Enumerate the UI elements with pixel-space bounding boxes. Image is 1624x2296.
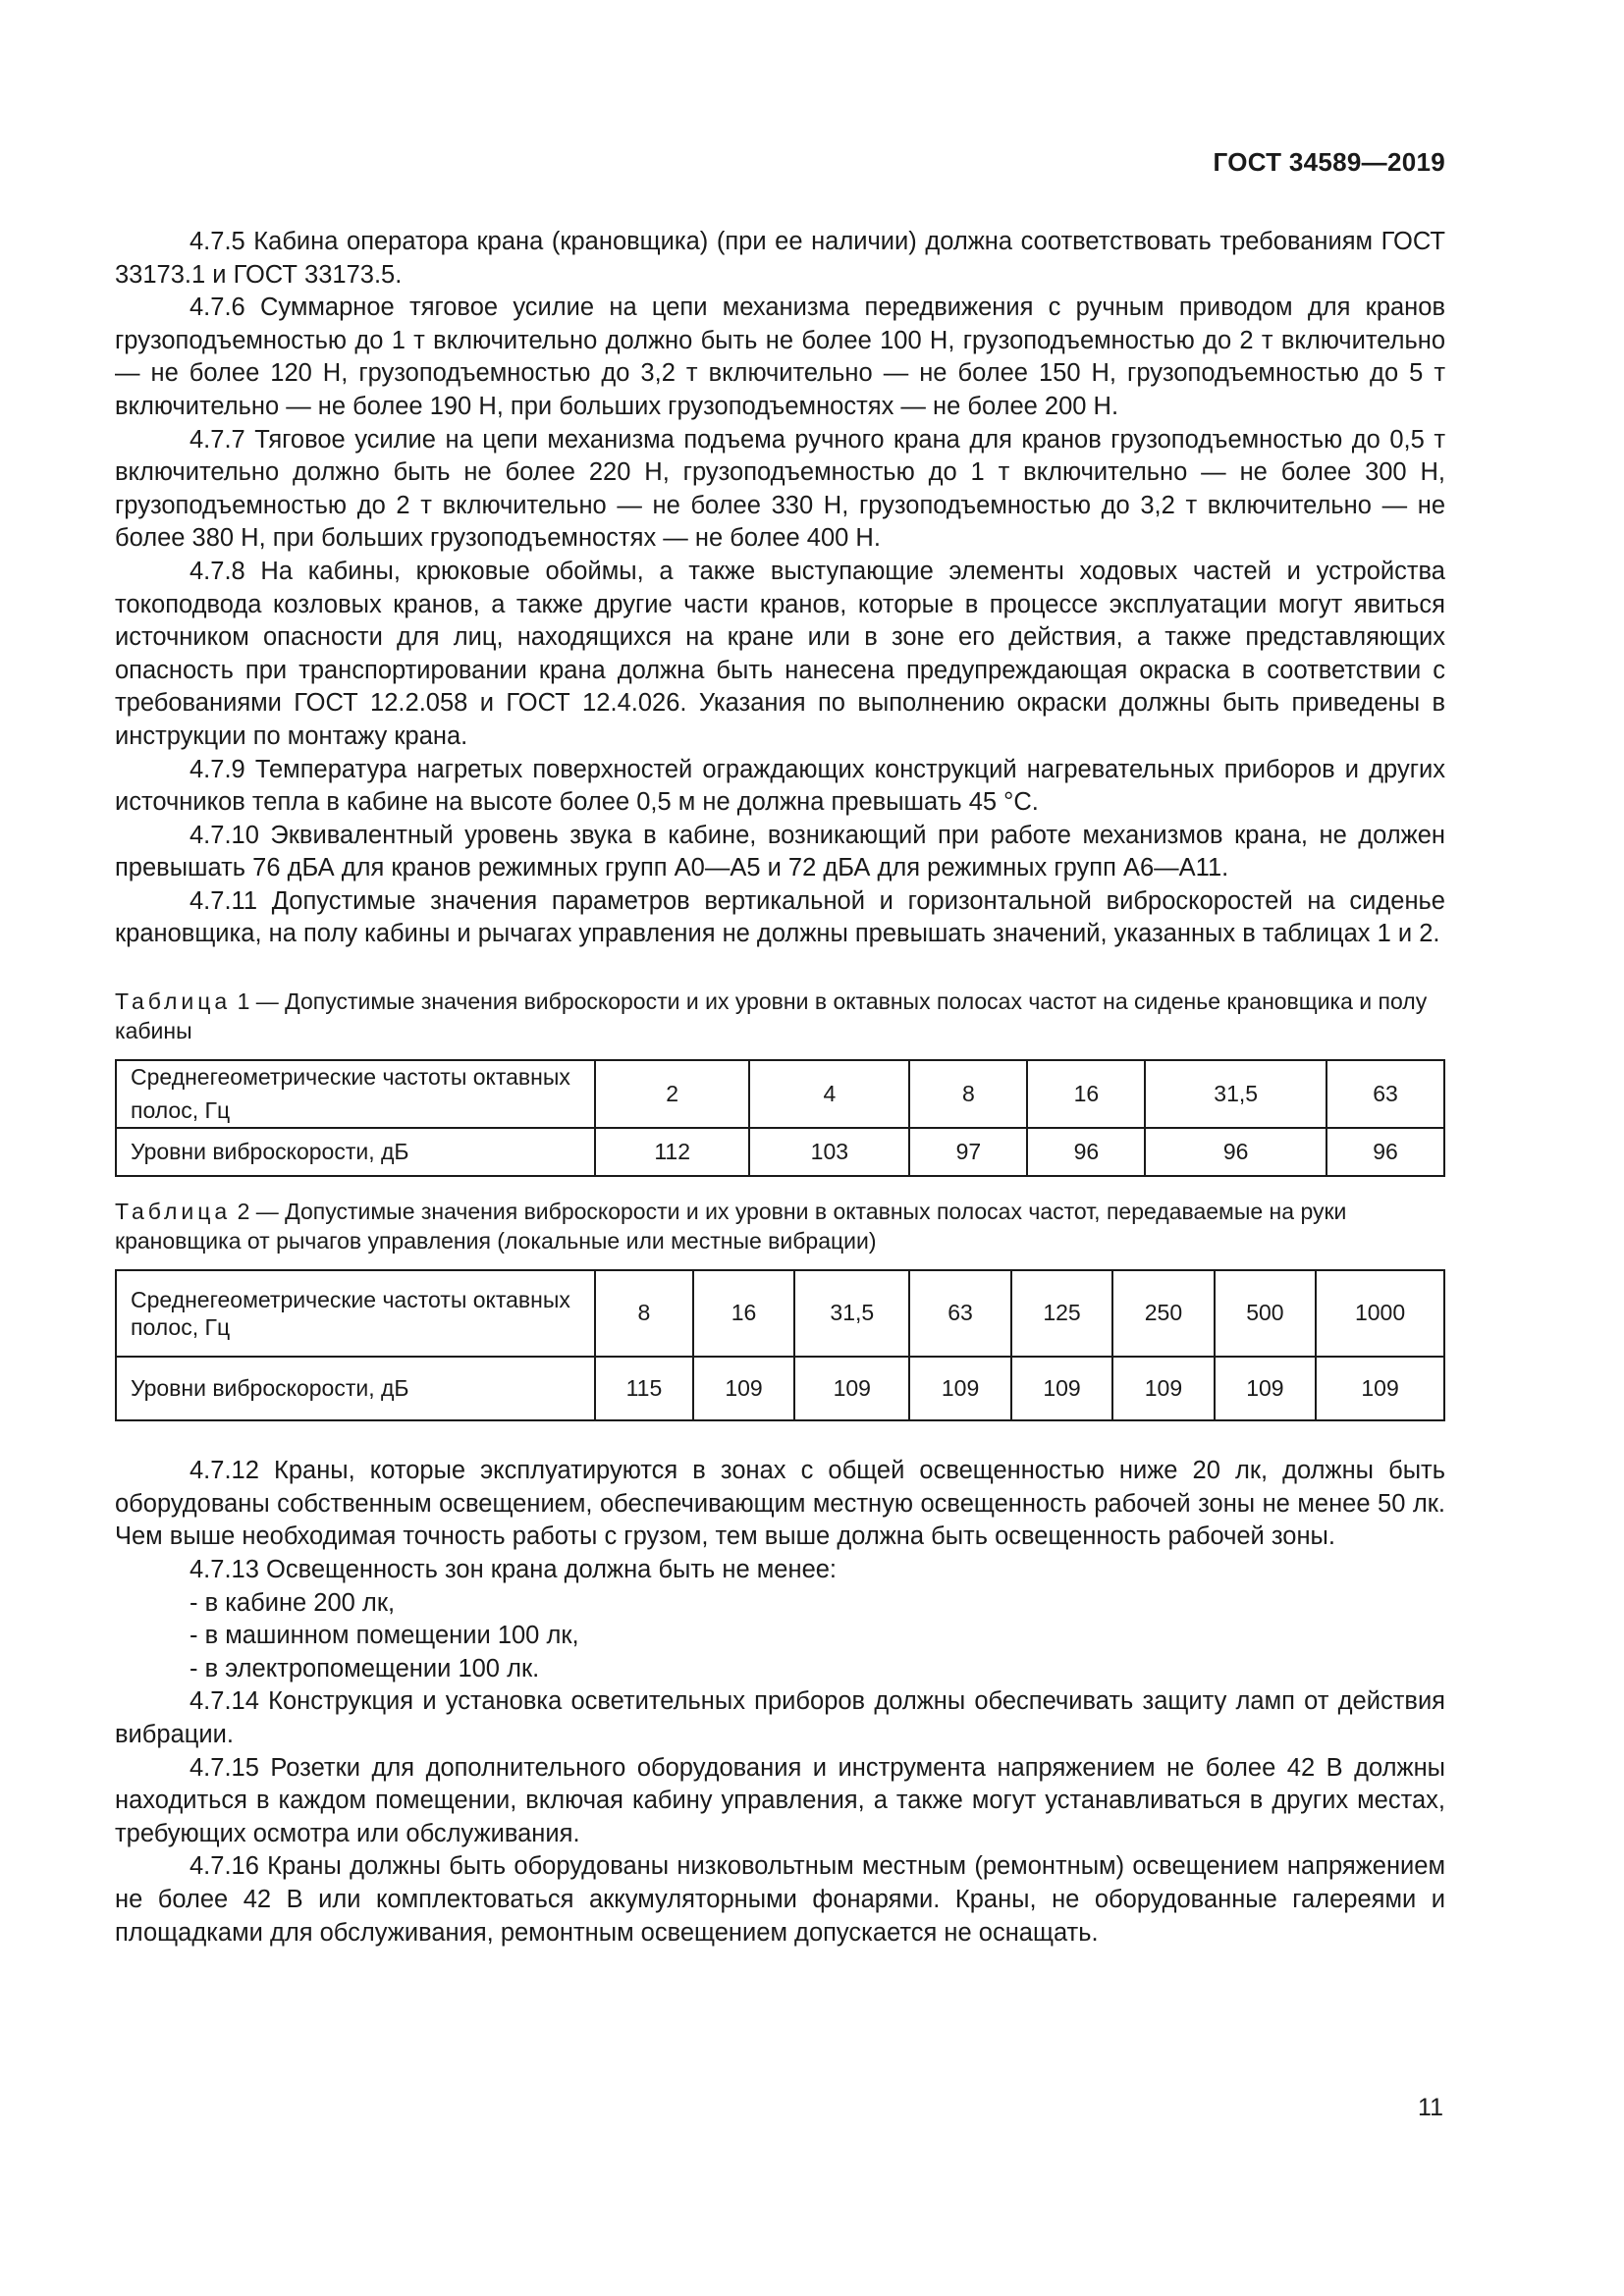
body-text: [115, 226, 1445, 1949]
paragraph-4-7-10: 4.7.10 Эквивалентный уровень звука в кабине, возникающий при работе механизмов крана, не должен превышать 76 дБА для кранов режимных групп А0—А5 и 72 дБА для режимных групп А6—А11.: [115, 821, 1445, 882]
table1-cell: 97: [909, 1128, 1027, 1176]
paragraph-4-7-11: 4.7.11 Допустимые значения параметров вертикальной и горизонтальной виброскоростей на сиденье крановщика, на полу кабины и рычагах управления не должны превышать значений, указанных в таблицах 1 и 2.: [115, 886, 1445, 948]
table1-caption-text: 1 — Допустимые значения виброскорости и их уровни в октавных полосах частот на сиденье крановщика и полу кабины: [115, 988, 1428, 1044]
table2-cell: 31,5: [794, 1270, 909, 1357]
paragraph-4-7-12: 4.7.12 Краны, которые эксплуатируются в зонах с общей освещенностью ниже 20 лк, должны быть оборудованы собственным освещением, обеспечивающим местную освещенность рабочей зоны не менее 50 лк. Чем выше необходимая точность работы с грузом, тем выше должна быть освещенность рабочей зоны.: [115, 1457, 1445, 1551]
table2-cell: 109: [794, 1357, 909, 1420]
paragraph-4-7-13: 4.7.13 Освещенность зон крана должна быть не менее:: [189, 1556, 838, 1584]
table1-row1-label: Среднегеометрические частоты октавных полос, Гц: [116, 1060, 595, 1128]
list-item: - в кабине 200 лк,: [189, 1588, 396, 1617]
table1-cell: 96: [1145, 1128, 1326, 1176]
paragraph-4-7-9: 4.7.9 Температура нагретых поверхностей ограждающих конструкций нагревательных приборов и других источников тепла в кабине на высоте более 0,5 м не должна превышать 45 °С.: [115, 755, 1445, 817]
table2-row2-label: Уровни виброскорости, дБ: [116, 1357, 595, 1420]
paragraph-4-7-7: 4.7.7 Тяговое усилие на цепи механизма подъема ручного крана для кранов грузоподъемностью до 0,5 т включительно должно быть не более 220 Н, грузоподъемностью до 1 т включительно — не более 300 Н, грузоподъемностью до 2 т включительно — не более 330 Н, грузоподъемностью до 3,2 т включительно — не более 380 Н, при больших грузоподъемностях — не более 400 Н.: [115, 425, 1445, 553]
table1-cell: 103: [749, 1128, 909, 1176]
table2-caption-word: Таблица: [115, 1199, 232, 1225]
table1-caption: [115, 987, 1445, 1045]
list-item: - в электропомещении 100 лк.: [189, 1654, 540, 1682]
paragraph-4-7-6: 4.7.6 Суммарное тяговое усилие на цепи механизма передвижения с ручным приводом для кранов грузоподъемностью до 1 т включительно должно быть не более 100 Н, грузоподъемностью до 2 т включительно — не более 120 Н, грузоподъемностью до 3,2 т включительно — не более 150 Н, грузоподъемностью до 5 т включительно — не более 190 Н, при больших грузоподъемностях — не более 200 Н.: [115, 294, 1445, 420]
table2-row1-label: Среднегеометрические частоты октавных полос, Гц: [116, 1270, 595, 1357]
table2-caption-text: 2 — Допустимые значения виброскорости и их уровни в октавных полосах частот, передаваемые на руки крановщика от рычагов управления (локальные или местные вибрации): [115, 1199, 1347, 1255]
table2-cell: 109: [1011, 1357, 1112, 1420]
table1-cell: 31,5: [1145, 1060, 1326, 1128]
paragraph-4-7-8: 4.7.8 На кабины, крюковые обоймы, а также выступающие элементы ходовых частей и устройства токоподвода козловых кранов, а также другие части кранов, которые в процессе эксплуатации могут явиться источником опасности для лиц, находящихся на кране или в зоне его действия, а также представляющих опасность при транспортировании крана должна быть нанесена предупреждающая окраска в соответствии с требованиями ГОСТ 12.2.058 и ГОСТ 12.4.026. Указания по выполнению окраски должны быть приведены в инструкции по монтажу крана.: [115, 557, 1445, 750]
table2-caption: [115, 1197, 1445, 1255]
table-row: [116, 1270, 1444, 1357]
table2-cell: 63: [909, 1270, 1010, 1357]
table1-cell: 63: [1326, 1060, 1444, 1128]
paragraph-4-7-5: 4.7.5 Кабина оператора крана (крановщика) (при ее наличии) должна соответствовать требованиям ГОСТ 33173.1 и ГОСТ 33173.5.: [115, 228, 1445, 289]
table2-cell: 109: [909, 1357, 1010, 1420]
table2-cell: 16: [693, 1270, 794, 1357]
table2-cell: 115: [595, 1357, 693, 1420]
paragraph-4-7-16: 4.7.16 Краны должны быть оборудованы низковольтным местным (ремонтным) освещением напряжением не более 42 В или комплектоваться аккумуляторными фонарями. Краны, не оборудованные галереями и площадками для обслуживания, ремонтным освещением допускается не оснащать.: [115, 1852, 1445, 1947]
table1-cell: 2: [595, 1060, 749, 1128]
table2-cell: 109: [1316, 1357, 1444, 1420]
table-2: [115, 1269, 1445, 1421]
table2-cell: 109: [1112, 1357, 1214, 1420]
table2-cell: 1000: [1316, 1270, 1444, 1357]
table2-cell: 109: [693, 1357, 794, 1420]
table2-cell: 250: [1112, 1270, 1214, 1357]
table1-caption-word: Таблица: [115, 988, 232, 1015]
table1-cell: 4: [749, 1060, 909, 1128]
table2-cell: 8: [595, 1270, 693, 1357]
table-row: [116, 1060, 1444, 1128]
table-row: [116, 1128, 1444, 1176]
document-header: ГОСТ 34589—2019: [1213, 147, 1445, 177]
table-1: [115, 1059, 1445, 1177]
table1-cell: 8: [909, 1060, 1027, 1128]
spacer: [115, 1421, 1445, 1455]
table2-cell: 500: [1215, 1270, 1316, 1357]
paragraph-4-7-15: 4.7.15 Розетки для дополнительного оборудования и инструмента напряжением не более 42 В должны находиться в каждом помещении, включая кабину управления, а также могут устанавливаться в других местах, требующих осмотра или обслуживания.: [115, 1753, 1445, 1847]
page-number: 11: [1418, 2094, 1443, 2121]
table1-cell: 96: [1326, 1128, 1444, 1176]
list-item: - в машинном помещении 100 лк,: [189, 1622, 579, 1650]
table2-cell: 125: [1011, 1270, 1112, 1357]
table1-cell: 16: [1027, 1060, 1145, 1128]
table2-cell: 109: [1215, 1357, 1316, 1420]
paragraph-4-7-14: 4.7.14 Конструкция и установка осветительных приборов должны обеспечивать защиту ламп от действия вибрации.: [115, 1687, 1445, 1748]
table1-cell: 112: [595, 1128, 749, 1176]
table1-cell: 96: [1027, 1128, 1145, 1176]
table1-row2-label: Уровни виброскорости, дБ: [116, 1128, 595, 1176]
table-row: [116, 1357, 1444, 1420]
